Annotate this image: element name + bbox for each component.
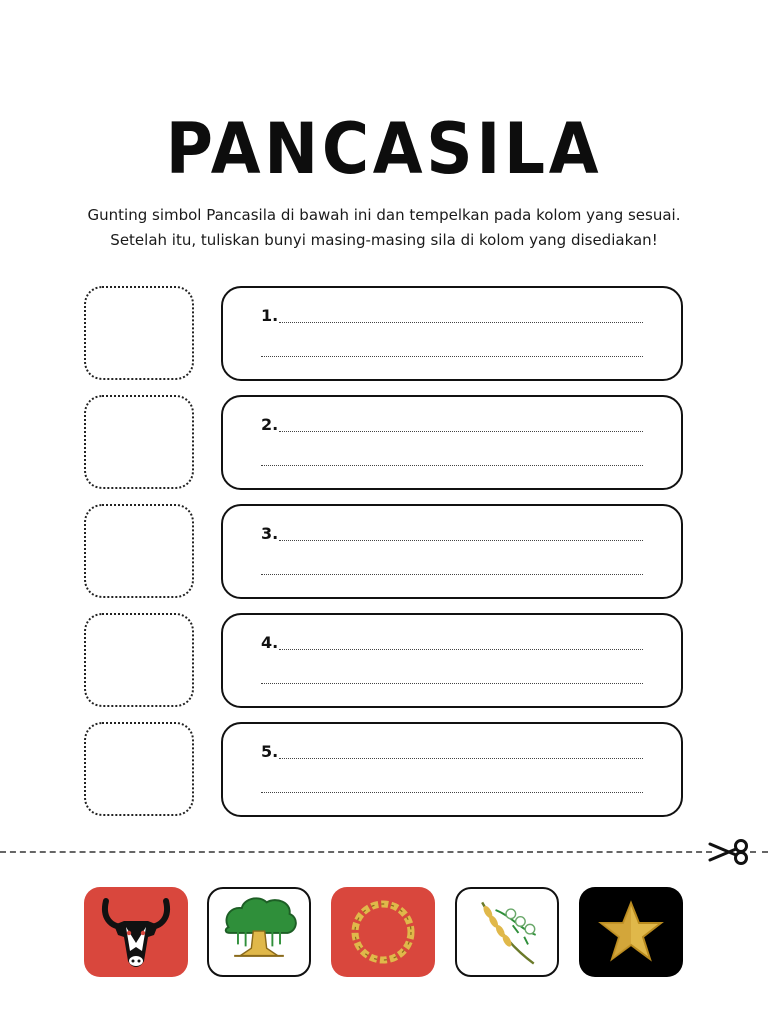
gold-chain-icon bbox=[331, 887, 435, 977]
symbol-tile-star[interactable] bbox=[579, 887, 683, 977]
writing-line[interactable] bbox=[279, 758, 643, 759]
answer-box[interactable] bbox=[221, 504, 683, 599]
sila-row-2 bbox=[0, 395, 768, 491]
symbol-tile-rice-cotton[interactable] bbox=[455, 887, 559, 977]
sila-row-5 bbox=[0, 722, 768, 818]
cut-line bbox=[0, 851, 712, 853]
answer-box[interactable] bbox=[221, 395, 683, 490]
symbol-paste-box[interactable] bbox=[84, 504, 194, 598]
row-number: 3. bbox=[261, 524, 279, 543]
answer-box[interactable] bbox=[221, 722, 683, 817]
instruction-line-1: Gunting simbol Pancasila di bawah ini dan tempelkan pada kolom yang sesuai. bbox=[87, 206, 681, 224]
symbol-paste-box[interactable] bbox=[84, 286, 194, 380]
writing-line[interactable] bbox=[261, 683, 643, 684]
row-number: 5. bbox=[261, 742, 279, 761]
row-number: 2. bbox=[261, 415, 279, 434]
writing-line[interactable] bbox=[261, 465, 643, 466]
answer-box[interactable] bbox=[221, 286, 683, 381]
sila-row-3 bbox=[0, 504, 768, 600]
scissors-icon bbox=[706, 838, 750, 866]
symbol-tile-tree[interactable] bbox=[207, 887, 311, 977]
banyan-tree-icon bbox=[209, 889, 309, 975]
sila-row-4 bbox=[0, 613, 768, 709]
row-number: 1. bbox=[261, 306, 279, 325]
writing-line[interactable] bbox=[279, 649, 643, 650]
writing-line[interactable] bbox=[279, 322, 643, 323]
symbol-paste-box[interactable] bbox=[84, 613, 194, 707]
cut-line bbox=[750, 851, 768, 853]
instructions bbox=[20, 203, 748, 253]
writing-line[interactable] bbox=[261, 356, 643, 357]
bull-head-icon bbox=[84, 887, 188, 977]
instruction-line-2: Setelah itu, tuliskan bunyi masing-masing sila di kolom yang disediakan! bbox=[110, 231, 658, 249]
page-title: PANCASILA bbox=[165, 108, 603, 190]
writing-line[interactable] bbox=[261, 792, 643, 793]
symbol-tile-bull[interactable] bbox=[84, 887, 188, 977]
sila-row-1 bbox=[0, 286, 768, 382]
writing-line[interactable] bbox=[279, 540, 643, 541]
symbol-paste-box[interactable] bbox=[84, 722, 194, 816]
symbol-tile-chain[interactable] bbox=[331, 887, 435, 977]
symbol-paste-box[interactable] bbox=[84, 395, 194, 489]
writing-line[interactable] bbox=[261, 574, 643, 575]
writing-line[interactable] bbox=[279, 431, 643, 432]
row-number: 4. bbox=[261, 633, 279, 652]
star-icon bbox=[579, 887, 683, 977]
rice-cotton-icon bbox=[457, 889, 557, 975]
answer-box[interactable] bbox=[221, 613, 683, 708]
